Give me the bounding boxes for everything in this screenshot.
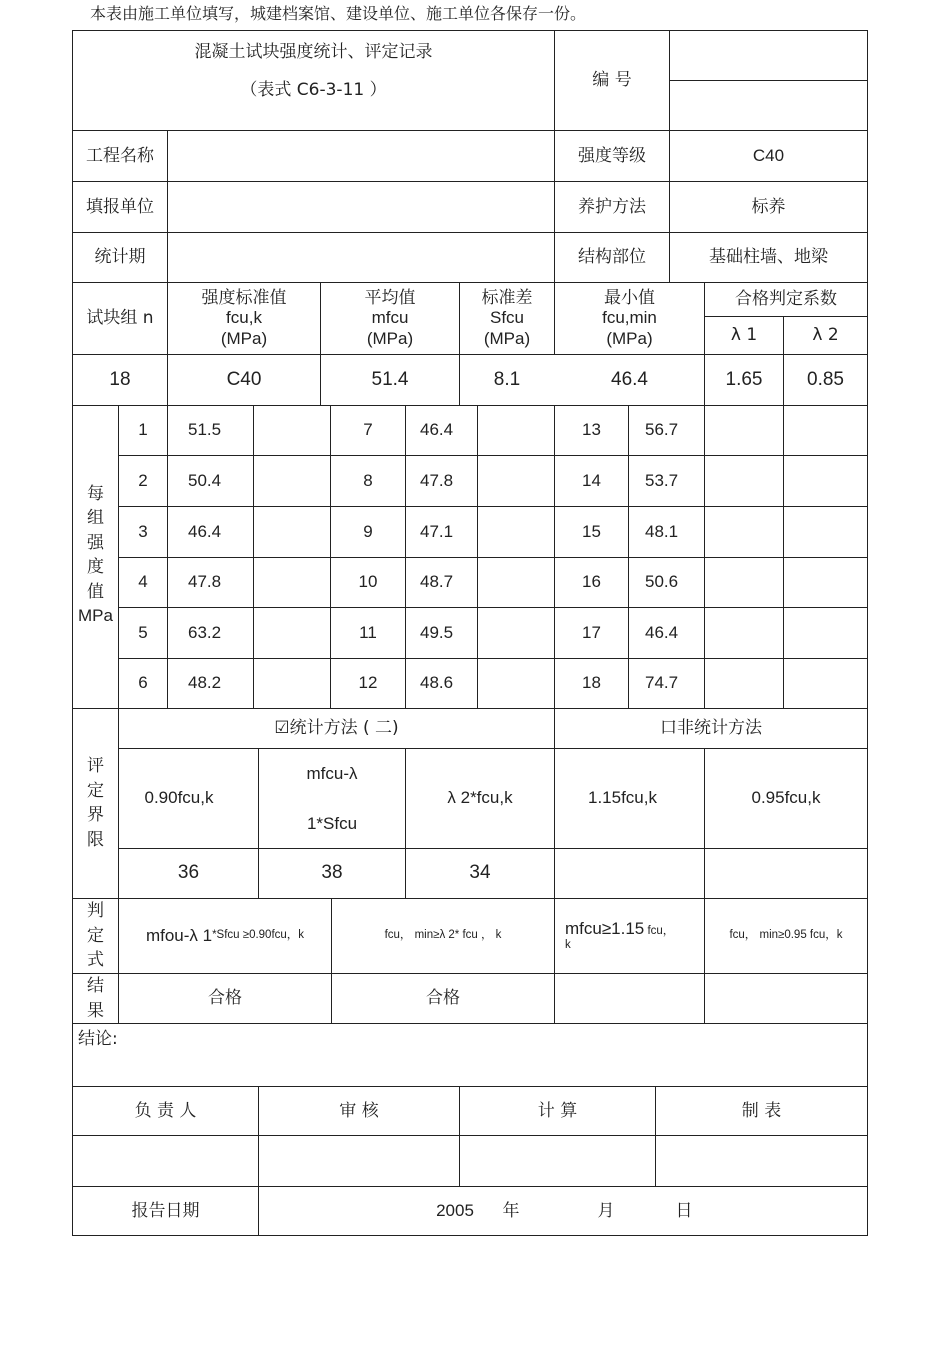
strength-value: 50.6 — [645, 572, 679, 592]
conclusion-field[interactable] — [73, 1052, 867, 1086]
group-number: 6 — [138, 673, 148, 693]
criteria-label: 判 定 式 — [87, 901, 104, 971]
curing-method-label: 养护方法 — [578, 196, 646, 217]
group-number: 10 — [358, 572, 378, 592]
reporting-unit-label: 填报单位 — [86, 196, 154, 217]
limit-formula-5: 0.95fcu,k — [751, 788, 821, 808]
result-2: 合格 — [426, 988, 460, 1009]
criteria-formula-3: mfcu≥1.15 fcu， k — [565, 918, 675, 952]
group-number: 7 — [363, 420, 373, 440]
group-number: 5 — [138, 622, 148, 642]
min-header: 最小值 fcu,min (MPa) — [602, 287, 657, 348]
lambda1-value: 1.65 — [725, 368, 763, 390]
coefficient-header: 合格判定系数 — [735, 289, 837, 310]
mean-header: 平均值 mfcu (MPa) — [364, 287, 416, 348]
storage-note: 本表由施工单位填写，城建档案馆、建设单位、施工单位各保存一份。 — [90, 4, 587, 23]
year-label: 年 — [502, 1200, 520, 1221]
fcuk-value: C40 — [226, 368, 262, 390]
strength-value: 49.5 — [420, 622, 454, 642]
tabulate-signature-field[interactable] — [656, 1136, 867, 1186]
lambda2-value: 0.85 — [807, 368, 844, 390]
group-number: 1 — [138, 420, 148, 440]
result-3-field[interactable] — [555, 974, 704, 1023]
form-code: （表式 C6-3-11 ） — [240, 79, 387, 100]
strength-value: 47.1 — [420, 521, 454, 541]
group-number: 9 — [363, 521, 373, 541]
number-field-1[interactable] — [670, 31, 867, 80]
non-statistical-method-option[interactable]: 口非统计方法 — [660, 718, 762, 739]
sample-count-header: 试块组 n — [86, 308, 154, 329]
group-number: 12 — [358, 673, 378, 693]
group-number: 15 — [582, 521, 601, 541]
limit-formula-1: 0.90fcu,k — [144, 788, 214, 808]
strength-value: 51.5 — [188, 420, 222, 440]
statistical-method-option[interactable]: ☑统计方法 ( 二) — [274, 718, 399, 739]
group-number: 18 — [582, 673, 601, 693]
stddev-header: 标准差 Sfcu (MPa) — [481, 287, 533, 348]
strength-grade-label: 强度等级 — [578, 145, 646, 166]
stddev-value: 8.1 — [493, 368, 521, 390]
curing-method-value: 标养 — [751, 196, 786, 217]
evaluation-limits-label: 评 定 界 限 — [87, 756, 104, 850]
group-number: 2 — [138, 470, 148, 490]
result-1: 合格 — [208, 988, 242, 1009]
limit-value-2: 38 — [321, 862, 343, 884]
limit-value-1: 36 — [177, 862, 200, 884]
strength-value: 47.8 — [188, 572, 222, 592]
min-value: 46.4 — [611, 368, 648, 390]
fcuk-header: 强度标准值 fcu,k (MPa) — [201, 287, 287, 348]
responsible-label: 负 责 人 — [134, 1100, 197, 1121]
strength-value: 46.4 — [420, 420, 454, 440]
strength-value: 53.7 — [645, 470, 679, 490]
group-number: 4 — [138, 572, 148, 592]
period-field[interactable] — [168, 233, 554, 282]
calculate-label: 计 算 — [537, 1100, 578, 1121]
responsible-signature-field[interactable] — [73, 1136, 258, 1186]
limit-formula-4: 1.15fcu,k — [588, 788, 657, 808]
group-number: 8 — [363, 470, 373, 490]
strength-value: 48.2 — [188, 673, 222, 693]
strength-value: 74.7 — [645, 673, 679, 693]
review-signature-field[interactable] — [259, 1136, 459, 1186]
lambda2-header: λ 2 — [812, 325, 839, 346]
structure-part-label: 结构部位 — [578, 247, 646, 268]
strength-value: 56.7 — [645, 420, 679, 440]
limit-formula-2: mfcu-λ 1*Sfcu — [306, 763, 358, 833]
strength-value: 47.8 — [420, 470, 454, 490]
criteria-formula-1: mfou-λ 1 *Sfcu ≥0.90fcu，k — [145, 925, 305, 945]
project-name-label: 工程名称 — [86, 145, 154, 166]
strength-value: 63.2 — [188, 622, 222, 642]
review-label: 审 核 — [339, 1100, 379, 1121]
strength-value: 46.4 — [188, 521, 222, 541]
strength-value: 48.7 — [420, 572, 454, 592]
day-label: 日 — [675, 1200, 693, 1221]
conclusion-label: 结论: — [78, 1028, 118, 1049]
number-field-2[interactable] — [670, 81, 867, 130]
group-number: 17 — [582, 622, 601, 642]
strength-value: 50.4 — [188, 470, 222, 490]
report-year: 2005 — [436, 1200, 474, 1220]
form-title: 混凝土试块强度统计、评定记录 — [194, 41, 433, 62]
strength-value: 48.6 — [420, 673, 454, 693]
strength-value: 48.1 — [645, 521, 679, 541]
group-number: 11 — [359, 622, 377, 642]
strength-grade-value: C40 — [752, 145, 785, 165]
month-label: 月 — [597, 1200, 615, 1221]
group-number: 16 — [582, 572, 601, 592]
lambda1-header: λ 1 — [730, 325, 758, 346]
result-label: 结 果 — [87, 976, 104, 1021]
sample-count-value: 18 — [109, 368, 131, 390]
report-date-label: 报告日期 — [131, 1200, 200, 1221]
criteria-formula-4: fcu， min≥0.95 fcu，k — [729, 929, 843, 942]
criteria-formula-2: fcu， min≥λ 2* fcu ， k — [384, 929, 502, 942]
result-4-field[interactable] — [705, 974, 867, 1023]
calculate-signature-field[interactable] — [460, 1136, 655, 1186]
strength-value: 46.4 — [645, 622, 679, 642]
tabulate-label: 制 表 — [741, 1100, 782, 1121]
limit-value-3: 34 — [469, 862, 491, 884]
number-label: 编 号 — [592, 70, 632, 91]
reporting-unit-field[interactable] — [168, 182, 554, 232]
group-number: 14 — [582, 470, 601, 490]
group-number: 13 — [582, 420, 601, 440]
project-name-field[interactable] — [168, 131, 554, 181]
structure-part-value: 基础柱墙、地梁 — [709, 247, 828, 268]
group-number: 3 — [138, 521, 148, 541]
mean-value: 51.4 — [371, 368, 409, 390]
limit-formula-3: λ 2*fcu,k — [447, 788, 513, 808]
group-strength-label: 每 组 强 度 值 MPa — [78, 483, 113, 625]
period-label: 统计期 — [94, 247, 146, 268]
